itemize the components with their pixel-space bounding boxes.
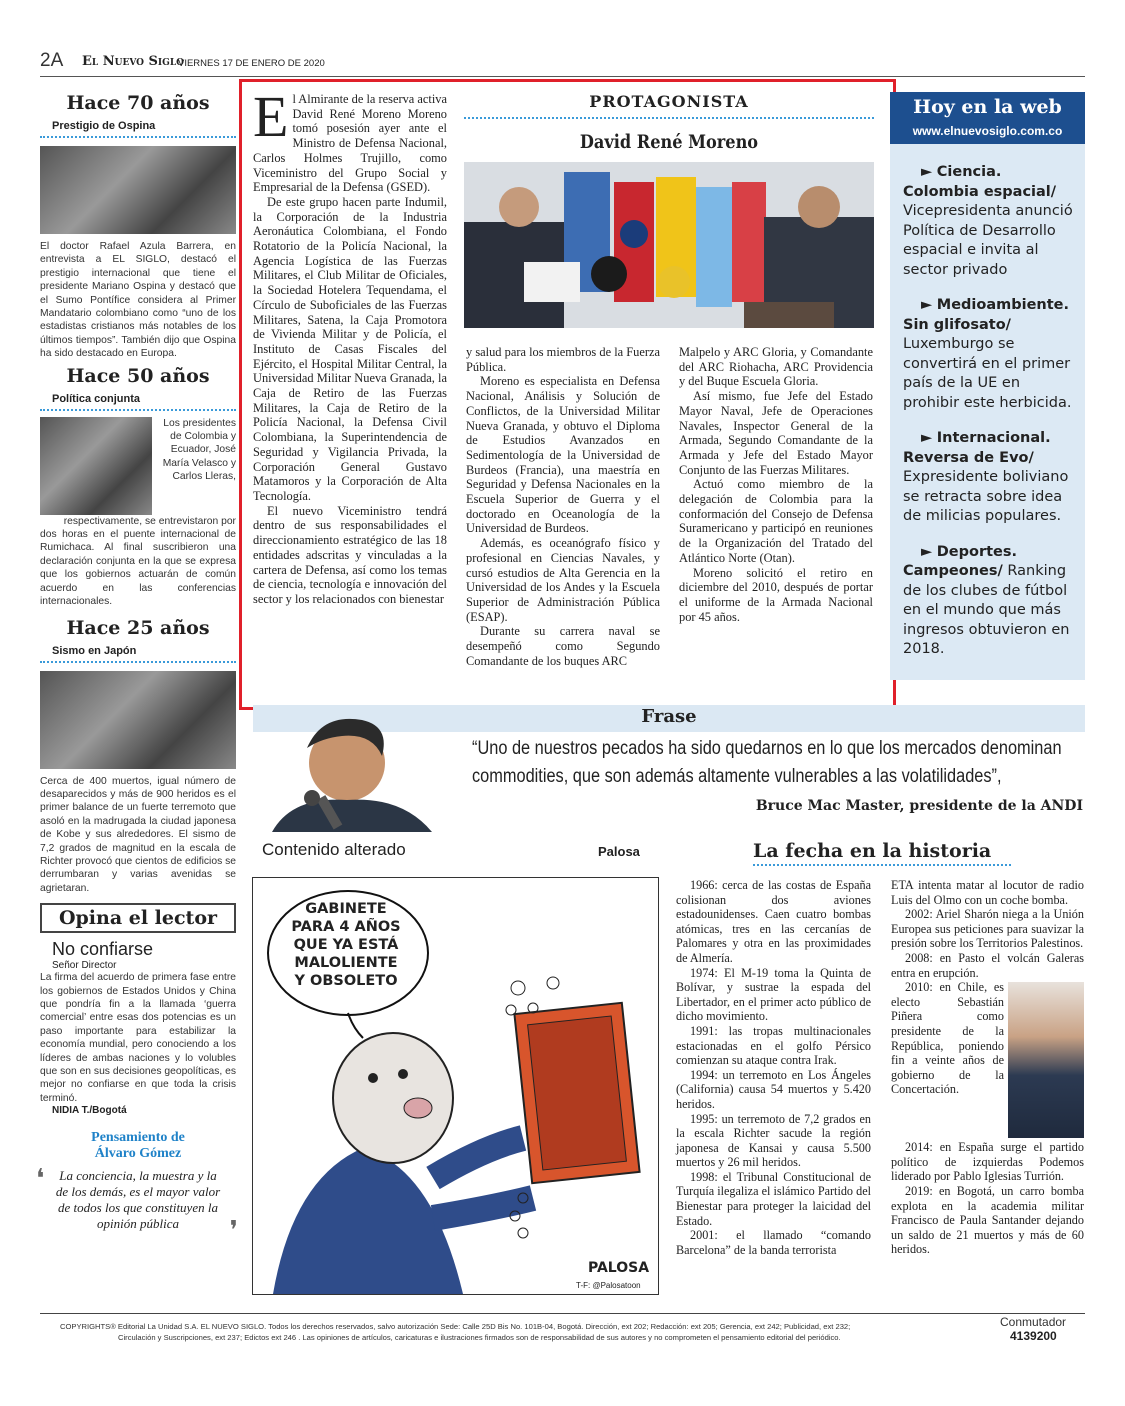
footer-line-2: Circulación y Suscripciones, ext 237; Edictos ext 246 . Las opiniones de artículos, caricaturas e ilustraciones firmados son de responsabilidad de sus autores y no comprometen el pensamiento editorial del periódico.: [118, 1333, 841, 1342]
col1-paragraph-2: De este grupo hacen parte Indumil, la Corporación de la Industria Aeronáutica Colombiana, el Fondo Rotatorio de la Policía Nacional, la Agencia Logística de las Fuerzas Militares, el Club Militar de Oficiales, la Sociedad Hotelera Tequendama, el Círculo de Suboficiales de las Fuerzas Militares, Satena, la Caja Promotora de Vivienda Militar y de Policía, el Instituto de Casas Fiscales del Ejército, el Hospital Militar Central, la Universidad Militar Nueva Granada, la Caja de Retiro de las Fuerzas Militares, la Caja de Retiro de la Policía Nacional, la Defensa Civil Colombiana, la Superintendencia de Seguridad y Vigilancia Privada, la Corporación General Gustavo Matamoros y la Corporación de Alta Tecnología.: [253, 194, 447, 503]
web-item-text: Luxemburgo se convertirá en el primer país de la UE en prohibir este herbicida.: [903, 336, 1072, 411]
protagonista-col-3: [679, 345, 873, 624]
web-item[interactable]: [903, 429, 1078, 527]
historia-entry: 1994: un terremoto en Los Ángeles (California) causa 54 muertos y 5.420 heridos.: [676, 1067, 871, 1111]
web-title: Hoy en la web: [913, 96, 1062, 118]
historia-entry: 1974: El M-19 toma la Quinta de Bolívar, y sustrae la espada del Libertador, en el primer acto público de dicho movimiento.: [676, 965, 871, 1024]
frase-title: Frase: [641, 706, 697, 727]
protagonista-rule: [464, 117, 874, 119]
historia-entry: 2002: Ariel Sharón niega a la Unión Europea sus peticiones para suavizar la presión sobre los Territorios Palestinos.: [891, 907, 1084, 951]
web-item-kicker: Ciencia. Colombia espacial/: [903, 164, 1057, 200]
historia-entry: 1995: un terremoto de 7,2 grados en la escala Richter sacude la región japonesa de Kansai y causa 5.500 muertos y 26 mil heridos.: [676, 1111, 871, 1170]
presidents-photo: [40, 417, 152, 515]
col3-paragraph-2: Así mismo, fue Jefe del Estado Mayor Naval, Jefe de Operaciones Navales, Inspector General de la Armada, Segundo Comandante de la Armada y Jefe del Estado Mayor Conjunto de las Fuerzas Militares.: [679, 389, 873, 477]
historia-entry: 2001: el llamado “comando Barcelona” de la banda terrorista: [676, 1228, 871, 1257]
arrow-right-icon: ►: [921, 164, 937, 180]
historia-entry: 2014: en España surge el partido político de izquierdas Podemos liderado por Pablo Iglesias Turrión.: [891, 1140, 1084, 1184]
footer-rule: [40, 1313, 1085, 1314]
arrow-right-icon: ►: [921, 543, 937, 560]
web-item[interactable]: [903, 296, 1078, 413]
col2-paragraph-3: Además, es oceanógrafo físico y profesional en Ciencias Navales, y cursó estudios de Alta Gerencia en la Universidad de los Andes y la Escuela Superior de Administración Pública (ESAP).: [466, 536, 660, 624]
historia-rule: [753, 864, 1011, 866]
historia-entry: 1991: las tropas multinacionales estacionadas en el golfo Pérsico comienzan su ataque contra Irak.: [676, 1023, 871, 1068]
hace-25-text: Cerca de 400 muertos, igual número de desaparecidos y más de 900 heridos es el primer balance de un fuerte terremoto que asoló en la madrugada la ciudad japonesa de Kobe y sus alrededores. El sismo de 7,2 grados de magnitud en la escala de Richter provocó que cientos de edificios se derrumbaran y varias avenidas se agrietaran.: [40, 775, 236, 894]
mac-master-photo: [262, 708, 442, 832]
masthead: El Nuevo Siglo: [82, 54, 184, 69]
cartoon-signature: PALOSA: [588, 1260, 650, 1276]
pensamiento-title-1: Pensamiento de: [91, 1130, 185, 1146]
historia-entry: ETA intenta matar al locutor de radio Luis del Olmo con un coche bomba.: [891, 878, 1084, 907]
opina-salutation: Señor Director: [52, 960, 117, 972]
opina-title: Opina el lector: [40, 903, 236, 933]
quote-open-icon: ❛: [36, 1164, 45, 1194]
col2-paragraph-2: Moreno es especialista en Defensa Nacional, Análisis y Solución de Conflictos, de la Universidad Militar Nueva Granada, y obtuvo el Diploma de Estudios Avanzados en Sedimentología de la Universidad de Burdeos (Francia), una maestría en Seguridad y Defensa Nacionales en la Escuela Superior de Guerra y el doctorado en Oceanología de la Universidad de Burdeos.: [466, 374, 660, 536]
pensamiento-quote: La conciencia, la muestra y la de los demás, es el mayor valor de todos los que constituyen la opinión pública: [55, 1168, 221, 1232]
historia-entry: 2008: en Pasto el volcán Galeras entra en erupción.: [891, 950, 1084, 980]
col2-paragraph-1: y salud para los miembros de la Fuerza Pública.: [466, 345, 660, 374]
col3-paragraph-3: Actuó como miembro de la delegación de Colombia para la conformación del Consejo de Defensa Suramericano y participó en reuniones de la Organización del Tratado del Atlántico Norte (Otan).: [679, 477, 873, 565]
arrow-right-icon: ►: [921, 430, 937, 446]
lead-paragraph: l Almirante de la reserva activa David René Moreno Moreno tomó posesión ayer ante el Ministro de Defensa Nacional, Carlos Holmes Trujillo, como Viceministro del Grupo Social y Empresarial de la Defensa (GSED).: [253, 92, 447, 195]
quote-close-icon: ❜: [229, 1216, 238, 1246]
hace-50-subtitle: Política conjunta: [40, 393, 236, 411]
hace-50-title: Hace 50 años: [66, 364, 210, 387]
conmutador-number: 4139200: [1010, 1329, 1057, 1343]
cartoon-credit: T-F: @Palosatoon: [576, 1281, 641, 1290]
footer-line-1: COPYRIGHTS® Editorial La Unidad S.A. EL NUEVO SIGLO. Todos los derechos reservados, salvo autorización Sede: Calle 25D Bis No. 101B-04, Bogotá. Dirección, ext 202; Redacción: ext 205; Gerencia, ext 242; Publicidad, ext 232;: [60, 1322, 851, 1331]
ceremony-photo: [464, 162, 874, 328]
hace-50-text-side: Los presidentes de Colombia y Ecuador, José María Velasco y Carlos Lleras, respectivamente, se entrevistaron por: [63, 417, 236, 527]
col3-paragraph-4: Moreno solicitó el retiro en diciembre del 2010, después de portar el uniforme de la Armada Nacional por 45 años.: [679, 565, 873, 624]
web-items: [903, 163, 1078, 676]
col3-paragraph-1: Malpelo y ARC Gloria, y Comandante del ARC Riohacha, ARC Providencia y del Buque Escuela Gloria.: [679, 345, 873, 389]
cartoon-artist: Palosa: [598, 844, 640, 859]
pinera-photo: [1008, 982, 1084, 1138]
pensamiento-title-2: Álvaro Gómez: [94, 1146, 182, 1162]
hace-25-subtitle: Sismo en Japón: [40, 645, 236, 663]
web-item[interactable]: [903, 543, 1078, 660]
historia-title: La fecha en la historia: [753, 840, 992, 862]
opina-author: NIDIA T./Bogotá: [52, 1105, 127, 1117]
historia-entry: 1998: el Tribunal Constitucional de Turquía ilegaliza el islámico Partido del Bienestar para proteger la laicidad del Estado.: [676, 1169, 871, 1228]
web-item-kicker: Medioambiente. Sin glifosato/: [903, 297, 1070, 333]
historia-col-1: [676, 878, 871, 1257]
frase-quote-line-1: “Uno de nuestros pecados ha sido quedarnos en lo que los mercados denominan: [472, 738, 1062, 759]
web-item-kicker: Internacional. Reversa de Evo/: [903, 430, 1051, 466]
opina-headline: No confiarse: [52, 939, 154, 960]
bubble-line: Y OBSOLETO: [294, 973, 398, 989]
page-number: 2A: [40, 50, 64, 71]
historia-col-2: [891, 878, 1084, 1257]
dropcap: E: [253, 84, 289, 149]
web-item-text: Expresidente boliviano se retracta sobre idea de milicias populares.: [903, 469, 1069, 524]
bubble-line: MALOLIENTE: [294, 955, 398, 971]
hace-70-title: Hace 70 años: [66, 92, 210, 114]
arrow-right-icon: ►: [921, 297, 937, 313]
hace-50-text: dos horas en el puente internacional de Rumichaca. Al final suscribieron una declaración conjunta en la que se expresa que los gobiernos actuarán de común acuerdo en las conferencias internacionales.: [40, 529, 236, 608]
protagonista-col-2: [466, 345, 660, 668]
hace-70-text: El doctor Rafael Azula Barrera, en entrevista a EL SIGLO, destacó el prestigio internacional que tiene el presidente Mariano Ospina y destacó que el Sumo Pontífice considera al Primer Mandatario colombiano como “uno de los estadistas cristianos más notables de los últimos tiempos”. También dijo que Ospina ha sido destacado en Europa.: [40, 241, 236, 360]
web-item-kicker: Deportes. Campeones/: [903, 543, 1018, 579]
opina-text: La firma del acuerdo de primera fase entre los gobiernos de Estados Unidos y China que pondría fin a la llamada ‘guerra comercial’ entre esas dos potencias es un paso importante para estabilizar la economía mundial, pero conociendo a los líderes de ambas naciones y lo volubles que son en sus decisiones geopolíticas, es mejor no confiarse en que toda la crisis terminó.: [40, 972, 236, 1104]
header-date: VIERNES 17 DE ENERO DE 2020: [178, 58, 325, 69]
protagonista-col-1: [253, 84, 447, 607]
earthquake-photo: [40, 671, 236, 769]
frase-author: Bruce Mac Master, presidente de la ANDI: [755, 798, 1083, 814]
frase-quote-line-2: commodities, que son además altamente vulnerables a las volatilidades”,: [472, 766, 1002, 787]
web-item-text: Vicepresidenta anunció Política de Desarrollo espacial e invita al sector privado: [903, 203, 1073, 278]
ceremony-illustration: [464, 162, 874, 328]
ospina-photo: [40, 146, 236, 234]
bubble-line: GABINETE: [305, 901, 387, 917]
web-item-text: Ranking de los clubes de fútbol en el mundo que más ingresos obtuvieron en 2018.: [903, 563, 1070, 657]
speech-bubble-text: [276, 900, 416, 990]
conmutador-label: Conmutador: [1000, 1315, 1067, 1329]
col1-paragraph-3: El nuevo Viceministro tendrá dentro de sus responsabilidades el direccionamiento estratégico de las 18 entidades adscritas y vinculadas a la cartera de Defensa, así como los temas de ciencia, tecnología e innovación del sector y los relacionados con bienestar: [253, 503, 447, 606]
historia-entry: 1966: cerca de las costas de España colisionan dos aviones estadounidenses. Caen cuatro bombas atómicas, tres en las cercanías de Palomares y otra en las proximidades de Almería.: [676, 878, 871, 965]
protagonista-kicker: PROTAGONISTA: [589, 92, 749, 111]
historia-entry: 2010: en Chile, es electo Sebastián Piñera como presidente de la República, poniendo fin a veinte años de gobierno de la Concertación.: [891, 980, 1004, 1097]
bubble-line: PARA 4 AÑOS: [291, 919, 401, 935]
left-column: [36, 90, 238, 1246]
hace-25-title: Hace 25 años: [66, 616, 210, 639]
historia-entry: 2019: en Bogotá, un carro bomba explota en la academia militar Francisco de Paula Santander dejando un saldo de 21 muertos y más de 60 heridos.: [891, 1183, 1084, 1257]
protagonista-name: David René Moreno: [579, 131, 759, 153]
cartoon-title: Contenido alterado: [262, 840, 406, 859]
hace-70-subtitle: Prestigio de Ospina: [40, 120, 236, 138]
web-url[interactable]: www.elnuevosiglo.com.co: [912, 124, 1063, 138]
header-rule: [40, 76, 1085, 77]
col2-paragraph-4: Durante su carrera naval se desempeñó como Segundo Comandante de los buques ARC: [466, 624, 660, 668]
web-item[interactable]: [903, 163, 1078, 280]
bubble-line: QUE YA ESTÁ: [293, 937, 399, 953]
speaker-illustration: [262, 708, 442, 832]
